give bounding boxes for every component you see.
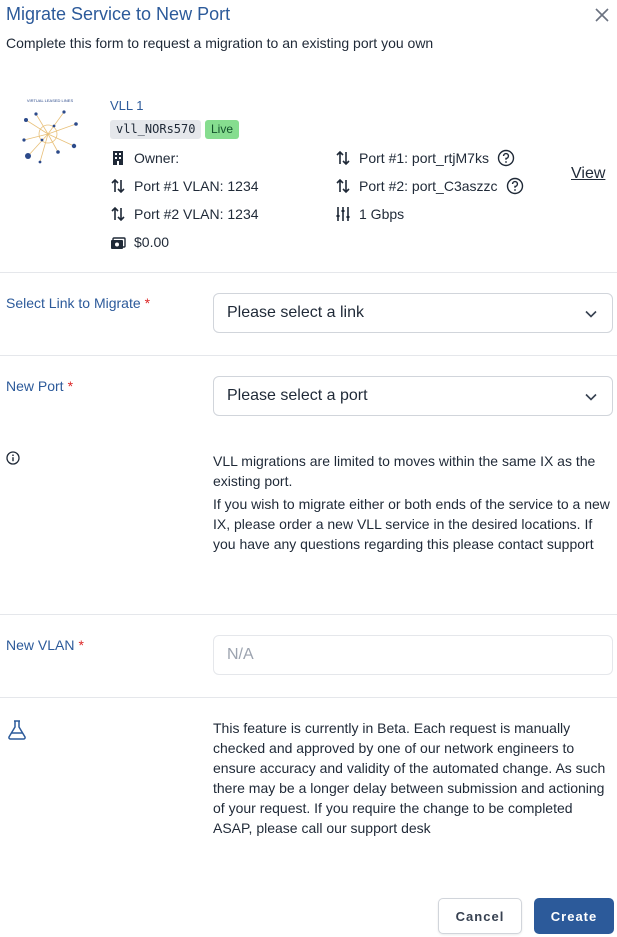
required-mark: * <box>78 637 84 653</box>
info-icon <box>6 451 20 465</box>
port1-row <box>335 148 515 168</box>
modal-title: Migrate Service to New Port <box>6 4 231 24</box>
svg-text:VIRTUAL LEASED LINES: VIRTUAL LEASED LINES <box>26 98 74 103</box>
port2-text: Port #2: port_C3aszzc <box>359 178 498 194</box>
link-field-label <box>6 295 150 311</box>
vlan-field-label <box>6 637 84 653</box>
divider <box>0 697 617 698</box>
help-circle-icon[interactable] <box>497 149 515 167</box>
port2-vlan-text: Port #2 VLAN: 1234 <box>134 206 259 222</box>
required-mark: * <box>144 295 151 311</box>
price-row <box>110 232 169 252</box>
status-badge: Live <box>205 120 239 139</box>
owner-text: Owner: <box>134 150 180 166</box>
chevron-down-icon <box>584 307 598 321</box>
close-icon[interactable] <box>592 5 612 25</box>
port-select[interactable] <box>213 376 613 416</box>
chevron-down-icon <box>584 390 598 404</box>
cancel-button[interactable]: Cancel <box>438 898 522 934</box>
vlan-label-text: New VLAN <box>6 637 75 653</box>
service-name: VLL 1 <box>110 98 144 113</box>
vll-logo <box>14 96 86 168</box>
beta-notice: This feature is currently in Beta. Each request is manually checked and approved by one of our network engineers to ensure accuracy and validity of the automated change. As such there may be a longer delay between submission and actioning of your request. If you require the change to be completed ASAP, please call our support desk <box>213 720 606 836</box>
divider <box>0 355 617 356</box>
port-select-value: Please select a port <box>227 387 368 404</box>
port1-text: Port #1: port_rtjM7ks <box>359 150 489 166</box>
info-paragraph-2: If you wish to migrate either or both ends of the service to a new IX, please order a new VLL service in the desired locations. If you have any questions regarding this please contact support <box>213 496 610 552</box>
info-paragraph-1: VLL migrations are limited to moves within the same IX as the existing port. <box>213 453 596 489</box>
cash-icon <box>110 234 126 250</box>
sliders-icon <box>335 206 351 222</box>
speed-row <box>335 204 404 224</box>
service-id-tag: vll_NORs570 <box>110 120 201 139</box>
link-select[interactable] <box>213 293 613 333</box>
speed-text: 1 Gbps <box>359 206 405 222</box>
swap-vertical-icon <box>110 206 126 222</box>
view-link[interactable]: View <box>571 165 606 182</box>
swap-vertical-icon <box>335 178 351 194</box>
port2-row <box>335 176 524 196</box>
help-circle-icon[interactable] <box>506 177 524 195</box>
port1-vlan-text: Port #1 VLAN: 1234 <box>134 178 259 194</box>
link-select-value: Please select a link <box>227 304 364 321</box>
divider <box>0 614 617 615</box>
modal-subtitle: Complete this form to request a migration to an existing port you own <box>6 35 434 51</box>
vlan-input[interactable] <box>213 635 613 675</box>
swap-vertical-icon <box>335 150 351 166</box>
port-label-text: New Port <box>6 378 64 394</box>
flask-icon <box>6 719 28 741</box>
port-field-label <box>6 378 73 394</box>
create-button[interactable]: Create <box>534 898 614 934</box>
link-label-text: Select Link to Migrate <box>6 295 141 311</box>
owner-row <box>110 148 179 168</box>
required-mark: * <box>67 378 74 394</box>
port2-vlan-row <box>110 204 259 224</box>
building-icon <box>110 150 126 166</box>
divider <box>0 272 617 273</box>
price-text: $0.00 <box>134 234 170 250</box>
swap-vertical-icon <box>110 178 126 194</box>
vlan-placeholder: N/A <box>227 646 254 663</box>
port1-vlan-row <box>110 176 259 196</box>
